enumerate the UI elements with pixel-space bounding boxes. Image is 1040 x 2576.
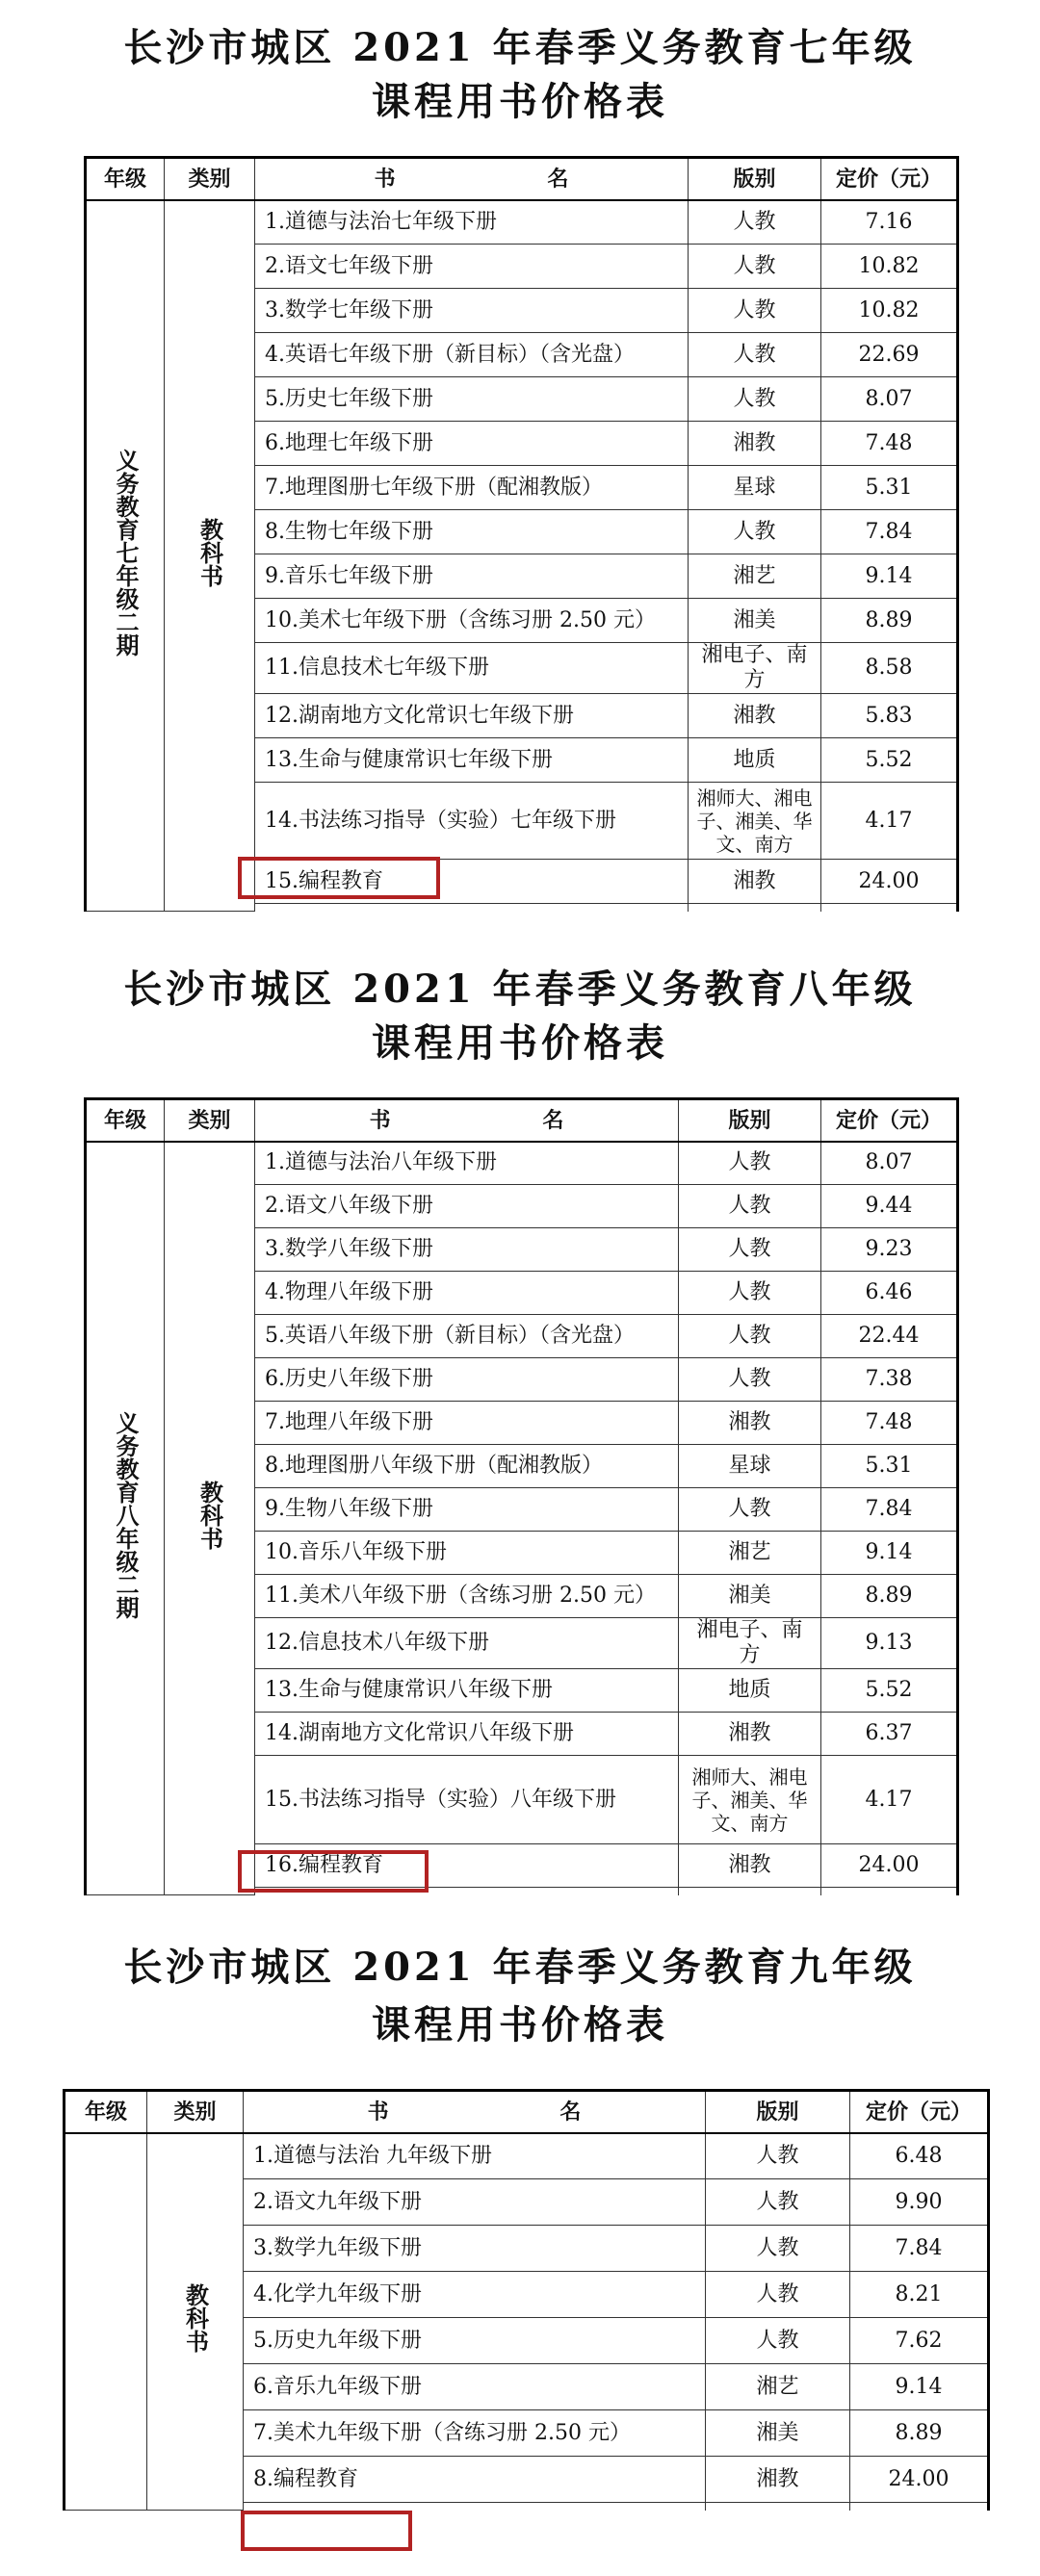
book-name-cell: 5.历史七年级下册 [255, 377, 689, 422]
book-name-cell: 6.历史八年级下册 [255, 1358, 679, 1402]
price-cell: 9.14 [821, 1532, 958, 1575]
header-category: 类别 [165, 1099, 255, 1142]
book-name-cell: 13.生命与健康常识七年级下册 [255, 738, 689, 783]
header-category: 类别 [165, 158, 255, 200]
header-price: 定价（元） [850, 2091, 989, 2133]
header-name-right: 名 [547, 166, 569, 192]
grade-cell [65, 2133, 147, 2511]
price-cell: 8.89 [850, 2410, 989, 2457]
edition-cell: 湘教 [689, 860, 821, 904]
price-cell: 22.69 [821, 333, 958, 377]
header-name-left: 书 [374, 166, 396, 192]
book-name-cell: 12.湖南地方文化常识七年级下册 [255, 694, 689, 738]
table-row [65, 2133, 989, 2179]
edition-cell: 人教 [689, 245, 821, 289]
edition-cell: 湘师大、湘电子、湘美、华文、南方 [679, 1756, 821, 1844]
grade-label: 义务教育八年级二期 [112, 1410, 140, 1619]
book-name-cell: 4.化学九年级下册 [244, 2272, 706, 2318]
price-cell: 10.82 [821, 289, 958, 333]
grade-label: 义务教育七年级二期 [112, 448, 140, 657]
tail-cell [679, 1888, 821, 1895]
edition-cell: 星球 [689, 466, 821, 510]
grade9-highlight-box [241, 2511, 412, 2551]
grade8-highlight-box [238, 1850, 429, 1893]
tail-cell [244, 2503, 706, 2511]
price-cell: 7.62 [850, 2318, 989, 2364]
book-name-cell: 9.生物八年级下册 [255, 1488, 679, 1532]
book-name-cell: 6.地理七年级下册 [255, 422, 689, 466]
price-cell: 7.48 [821, 422, 958, 466]
edition-cell: 湘教 [689, 422, 821, 466]
edition-cell: 人教 [679, 1358, 821, 1402]
book-name-cell: 12.信息技术八年级下册 [255, 1618, 679, 1669]
grade8-price-table [84, 1097, 959, 1895]
tail-cell [689, 904, 821, 912]
header-edition: 版别 [689, 158, 821, 200]
table-row [86, 1142, 958, 1185]
table-header-row [86, 1099, 958, 1142]
edition-cell: 湘教 [706, 2457, 850, 2503]
edition-cell: 人教 [706, 2272, 850, 2318]
price-cell: 8.58 [821, 643, 958, 694]
price-cell: 9.44 [821, 1185, 958, 1228]
table-row [86, 200, 958, 245]
price-cell: 9.14 [821, 554, 958, 599]
header-category: 类别 [147, 2091, 244, 2133]
price-cell: 7.48 [821, 1402, 958, 1445]
edition-cell: 人教 [689, 510, 821, 554]
header-edition: 版别 [679, 1099, 821, 1142]
edition-cell: 人教 [679, 1228, 821, 1272]
book-name-cell: 10.美术七年级下册（含练习册 2.50 元） [255, 599, 689, 643]
price-cell: 7.16 [821, 200, 958, 245]
edition-cell: 人教 [689, 333, 821, 377]
price-cell: 9.14 [850, 2364, 989, 2410]
header-grade: 年级 [86, 1099, 165, 1142]
price-cell: 7.84 [821, 1488, 958, 1532]
header-price: 定价（元） [821, 158, 958, 200]
price-cell: 6.46 [821, 1272, 958, 1315]
book-name-cell: 14.书法练习指导（实验）七年级下册 [255, 783, 689, 860]
category-cell [165, 200, 255, 912]
price-cell: 9.23 [821, 1228, 958, 1272]
category-label: 教科书 [181, 2283, 210, 2354]
grade8-title-line2: 课程用书价格表 [372, 1020, 668, 1066]
book-name-cell: 15.编程教育 [255, 860, 689, 904]
tail-cell [255, 904, 689, 912]
book-name-cell: 7.美术九年级下册（含练习册 2.50 元） [244, 2410, 706, 2457]
book-name-cell: 15.书法练习指导（实验）八年级下册 [255, 1756, 679, 1844]
edition-cell: 人教 [679, 1315, 821, 1358]
header-grade: 年级 [86, 158, 165, 200]
book-name-cell: 11.信息技术七年级下册 [255, 643, 689, 694]
edition-cell: 湘师大、湘电子、湘美、华文、南方 [689, 783, 821, 860]
category-label: 教科书 [195, 1480, 224, 1550]
header-edition: 版别 [706, 2091, 850, 2133]
tail-cell [821, 1888, 958, 1895]
category-cell [165, 1142, 255, 1895]
book-name-cell: 10.音乐八年级下册 [255, 1532, 679, 1575]
grade9-title-line2: 课程用书价格表 [372, 2002, 668, 2048]
edition-cell: 湘教 [679, 1713, 821, 1756]
edition-cell: 人教 [689, 289, 821, 333]
grade9-title-line1: 长沙市城区 2021 年春季义务教育九年级 [123, 1945, 917, 1990]
price-cell: 10.82 [821, 245, 958, 289]
grade8-title-line1: 长沙市城区 2021 年春季义务教育八年级 [123, 966, 917, 1012]
price-cell: 9.13 [821, 1618, 958, 1669]
price-cell: 8.07 [821, 377, 958, 422]
grade8-table-body [86, 1142, 958, 1895]
book-name-cell: 4.英语七年级下册（新目标）（含光盘） [255, 333, 689, 377]
grade7-table-body [86, 200, 958, 912]
table-header-row [86, 158, 958, 200]
grade-cell [86, 1142, 165, 1895]
table-header-row [65, 2091, 989, 2133]
book-name-cell: 8.生物七年级下册 [255, 510, 689, 554]
book-name-cell: 3.数学八年级下册 [255, 1228, 679, 1272]
price-cell: 8.89 [821, 1575, 958, 1618]
book-name-cell: 6.音乐九年级下册 [244, 2364, 706, 2410]
edition-cell: 湘艺 [706, 2364, 850, 2410]
price-cell: 8.21 [850, 2272, 989, 2318]
grade7-title-line1: 长沙市城区 2021 年春季义务教育七年级 [123, 25, 917, 70]
price-cell: 8.07 [821, 1142, 958, 1185]
book-name-cell: 3.数学七年级下册 [255, 289, 689, 333]
header-name-right: 名 [542, 1107, 564, 1133]
edition-cell: 地质 [689, 738, 821, 783]
header-name [255, 158, 689, 200]
book-name-cell: 2.语文七年级下册 [255, 245, 689, 289]
price-cell: 7.38 [821, 1358, 958, 1402]
edition-cell: 人教 [706, 2133, 850, 2179]
price-cell: 4.17 [821, 783, 958, 860]
edition-cell: 湘美 [679, 1575, 821, 1618]
edition-cell: 湘电子、南方 [689, 643, 821, 694]
price-cell: 7.84 [821, 510, 958, 554]
tail-cell [706, 2503, 850, 2511]
edition-cell: 人教 [689, 200, 821, 245]
edition-cell: 人教 [679, 1272, 821, 1315]
grade7-title-line2: 课程用书价格表 [372, 79, 668, 124]
category-label: 教科书 [195, 517, 224, 587]
book-name-cell: 16.编程教育 [255, 1844, 679, 1888]
edition-cell: 湘电子、南方 [679, 1618, 821, 1669]
tail-cell [850, 2503, 989, 2511]
grade7-price-table [84, 156, 959, 912]
book-name-cell: 2.语文九年级下册 [244, 2179, 706, 2226]
book-name-cell: 2.语文八年级下册 [255, 1185, 679, 1228]
header-name [244, 2091, 706, 2133]
book-name-cell: 3.数学九年级下册 [244, 2226, 706, 2272]
edition-cell: 湘艺 [689, 554, 821, 599]
edition-cell: 人教 [679, 1488, 821, 1532]
tail-cell [821, 904, 958, 912]
price-cell: 6.37 [821, 1713, 958, 1756]
price-cell: 5.52 [821, 1669, 958, 1713]
edition-cell: 人教 [679, 1142, 821, 1185]
edition-cell: 湘教 [689, 694, 821, 738]
book-name-cell: 7.地理八年级下册 [255, 1402, 679, 1445]
price-cell: 5.83 [821, 694, 958, 738]
edition-cell: 人教 [706, 2226, 850, 2272]
book-name-cell: 1.道德与法治七年级下册 [255, 200, 689, 245]
header-grade: 年级 [65, 2091, 147, 2133]
book-name-cell: 4.物理八年级下册 [255, 1272, 679, 1315]
grade-cell [86, 200, 165, 912]
edition-cell: 人教 [706, 2179, 850, 2226]
price-cell: 24.00 [850, 2457, 989, 2503]
edition-cell: 人教 [679, 1185, 821, 1228]
edition-cell: 人教 [689, 377, 821, 422]
price-cell: 7.84 [850, 2226, 989, 2272]
price-cell: 24.00 [821, 1844, 958, 1888]
header-name-left: 书 [367, 2099, 389, 2125]
book-name-cell: 1.道德与法治八年级下册 [255, 1142, 679, 1185]
price-cell: 22.44 [821, 1315, 958, 1358]
book-name-cell: 7.地理图册七年级下册（配湘教版） [255, 466, 689, 510]
edition-cell: 湘美 [706, 2410, 850, 2457]
book-name-cell: 11.美术八年级下册（含练习册 2.50 元） [255, 1575, 679, 1618]
edition-cell: 湘教 [679, 1844, 821, 1888]
book-name-cell: 8.地理图册八年级下册（配湘教版） [255, 1445, 679, 1488]
book-name-cell: 13.生命与健康常识八年级下册 [255, 1669, 679, 1713]
price-cell: 5.31 [821, 1445, 958, 1488]
header-name-left: 书 [369, 1107, 391, 1133]
price-cell: 6.48 [850, 2133, 989, 2179]
price-cell: 5.52 [821, 738, 958, 783]
header-name [255, 1099, 679, 1142]
book-name-cell: 8.编程教育 [244, 2457, 706, 2503]
price-cell: 5.31 [821, 466, 958, 510]
category-cell [147, 2133, 244, 2511]
book-name-cell: 14.湖南地方文化常识八年级下册 [255, 1713, 679, 1756]
price-cell: 8.89 [821, 599, 958, 643]
book-name-cell: 1.道德与法治 九年级下册 [244, 2133, 706, 2179]
grade9-table-body [65, 2133, 989, 2511]
header-name-right: 名 [559, 2099, 582, 2125]
price-cell: 4.17 [821, 1756, 958, 1844]
grade7-highlight-box [238, 857, 440, 899]
edition-cell: 湘艺 [679, 1532, 821, 1575]
edition-cell: 地质 [679, 1669, 821, 1713]
book-name-cell: 5.英语八年级下册（新目标）（含光盘） [255, 1315, 679, 1358]
book-name-cell: 9.音乐七年级下册 [255, 554, 689, 599]
price-cell: 9.90 [850, 2179, 989, 2226]
header-price: 定价（元） [821, 1099, 958, 1142]
edition-cell: 湘教 [679, 1402, 821, 1445]
edition-cell: 星球 [679, 1445, 821, 1488]
book-name-cell: 5.历史九年级下册 [244, 2318, 706, 2364]
price-cell: 24.00 [821, 860, 958, 904]
edition-cell: 人教 [706, 2318, 850, 2364]
edition-cell: 湘美 [689, 599, 821, 643]
grade9-price-table [63, 2089, 990, 2511]
